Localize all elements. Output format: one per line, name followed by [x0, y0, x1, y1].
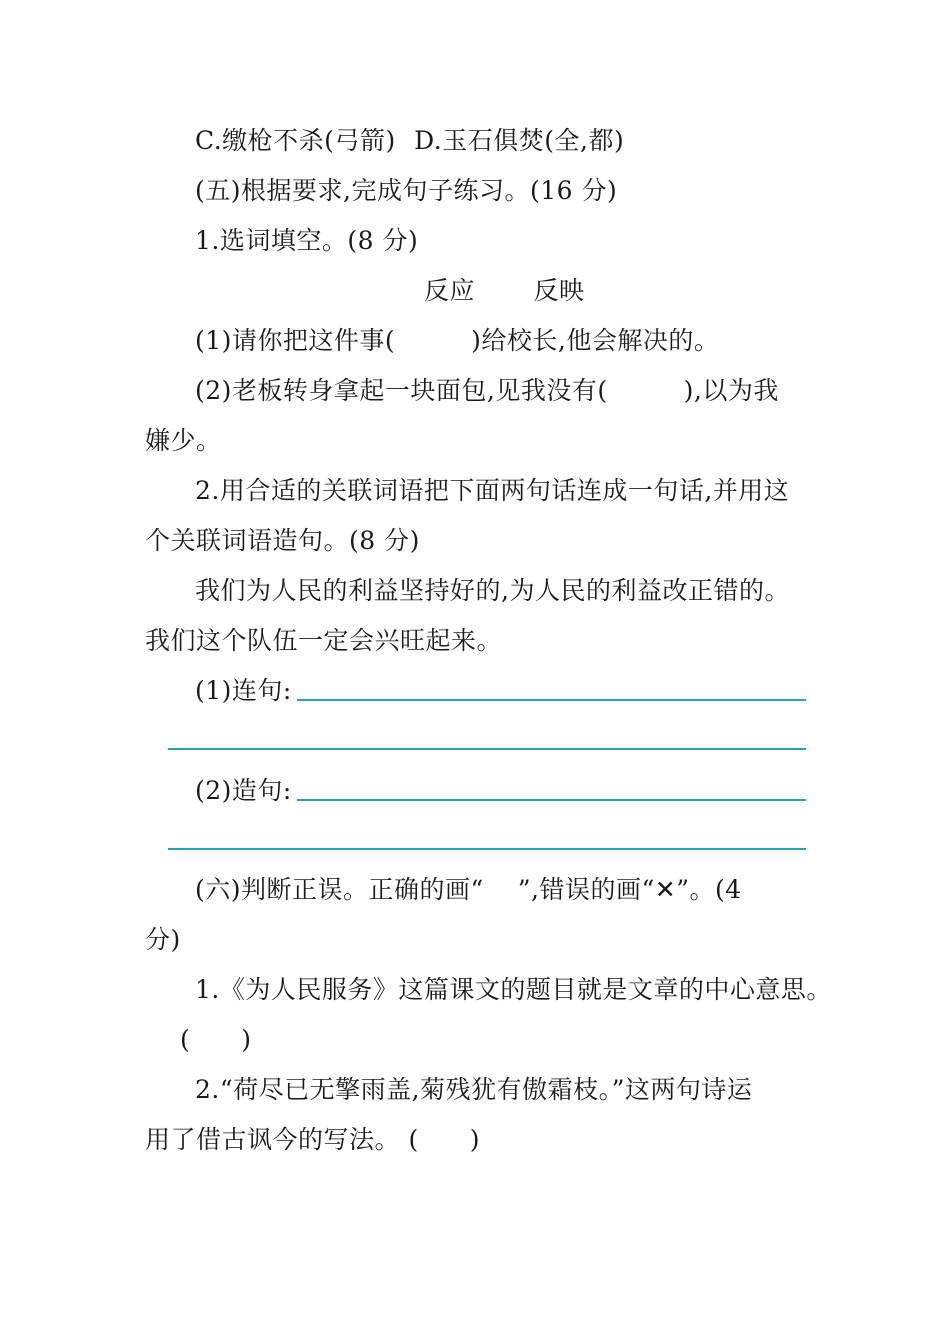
q2-title-line2: 个关联词语造句。(8 分) [145, 526, 420, 555]
word-choice-1: 反应 [424, 276, 476, 305]
q1-sentence-1 [195, 326, 719, 356]
make-answer-line-2[interactable] [168, 848, 806, 850]
q2-source-line1: 我们为人民的利益坚持好的,为人民的利益改正错的。 [195, 576, 790, 605]
make-sentence-label: (2)造句: [195, 776, 292, 805]
option-d: D.玉石俱焚(全,都) [414, 126, 625, 155]
judge-item-1-line1: 1.《为人民服务》这篇课文的题目就是文章的中心意思。 [195, 975, 832, 1004]
section6-heading-line2: 分) [145, 925, 181, 954]
join-answer-line-2[interactable] [168, 748, 806, 750]
make-answer-line-1[interactable] [297, 799, 806, 801]
sentence-2-end: ),以为我 [683, 376, 779, 405]
options-cd-line [195, 126, 624, 156]
section5-heading: (五)根据要求,完成句子练习。(16 分) [195, 176, 618, 205]
join-sentence-label: (1)连句: [195, 676, 292, 705]
q2-title-line1: 2.用合适的关联词语把下面两句话连成一句话,并用这 [195, 476, 790, 505]
q2-source-line2: 我们这个队伍一定会兴旺起来。 [145, 626, 503, 655]
q1-sentence-2 [195, 376, 779, 406]
word-choices [424, 276, 584, 306]
q1-sentence-2-cont: 嫌少。 [145, 426, 222, 455]
word-choice-2: 反映 [533, 276, 585, 305]
judge-item-2-line1: 2.“荷尽已无擎雨盖,菊残犹有傲霜枝。”这两句诗运 [195, 1075, 753, 1104]
sentence-2-start: (2)老板转身拿起一块面包,见我没有( [195, 376, 608, 405]
option-c: C.缴枪不杀(弓箭) [195, 126, 396, 155]
sentence-1-start: (1)请你把这件事( [195, 326, 396, 355]
judge-item-1-answer[interactable]: ( ) [180, 1025, 252, 1054]
join-answer-line-1[interactable] [297, 699, 806, 701]
q1-title: 1.选词填空。(8 分) [195, 226, 419, 255]
section6-heading-line1: (六)判断正误。正确的画“ ”,错误的画“✕”。(4 [195, 875, 742, 904]
judge-item-2-line2: 用了借古讽今的写法。 ( ) [145, 1125, 480, 1154]
sentence-1-end: )给校长,他会解决的。 [471, 326, 720, 355]
